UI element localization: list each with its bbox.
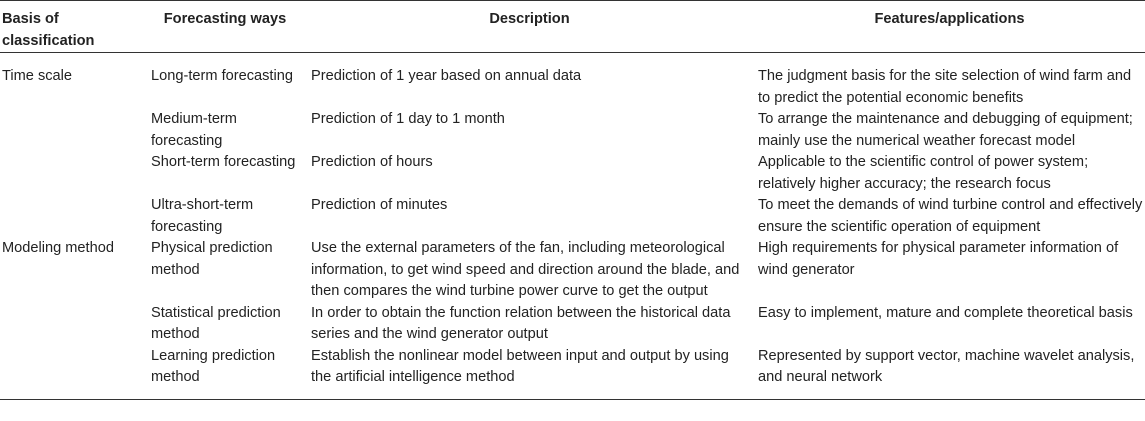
- cell-features: The judgment basis for the site selection of wind farm and to predict the potential economic benefits: [758, 68, 1132, 106]
- cell-way: Statistical prediction method: [151, 304, 281, 342]
- table-row: [0, 238, 1145, 303]
- header-description: Description: [305, 1, 754, 53]
- cell-features: Represented by support vector, machine wavelet analysis, and neural network: [754, 346, 1145, 400]
- cell-features: Applicable to the scientific control of power system; relatively higher accuracy; the research focus: [758, 154, 1089, 192]
- cell-basis: [0, 303, 145, 346]
- cell-basis: [0, 346, 145, 400]
- table-row: [0, 195, 1145, 238]
- header-basis: Basis of classification: [0, 1, 145, 53]
- header-ways: Forecasting ways: [145, 1, 305, 53]
- cell-way: Long-term forecasting: [151, 68, 293, 84]
- cell-way: Medium-term forecasting: [151, 111, 237, 149]
- cell-basis: Modeling method: [2, 240, 114, 256]
- cell-description: In order to obtain the function relation between the historical data series and the wind generator output: [311, 304, 731, 342]
- cell-description: Prediction of hours: [311, 154, 433, 170]
- header-features: Features/applications: [754, 1, 1145, 53]
- table-row: [0, 53, 1145, 110]
- table-body: [0, 53, 1145, 400]
- cell-features: High requirements for physical parameter information of wind generator: [758, 240, 1119, 278]
- table-row: [0, 152, 1145, 195]
- cell-basis: Time scale: [2, 68, 73, 84]
- table-row: [0, 109, 1145, 152]
- cell-way: Ultra-short-term forecasting: [151, 197, 254, 235]
- cell-description: Establish the nonlinear model between input and output by using the artificial intelligence method: [305, 346, 754, 400]
- cell-basis: [0, 152, 145, 195]
- table-header: [0, 1, 1145, 53]
- cell-description: Use the external parameters of the fan, including meteorological information, to get wind speed and direction around the blade, and then compares the wind turbine power curve to get the output: [311, 240, 740, 299]
- cell-features: Easy to implement, mature and complete theoretical basis: [758, 304, 1133, 321]
- cell-description: Prediction of 1 day to 1 month: [311, 111, 505, 127]
- cell-way: Learning prediction method: [145, 346, 305, 400]
- table-row: [0, 346, 1145, 400]
- table-row: [0, 303, 1145, 346]
- cell-description: Prediction of minutes: [311, 197, 448, 213]
- cell-way: Short-term forecasting: [151, 154, 296, 170]
- cell-way: Physical prediction method: [151, 240, 273, 278]
- cell-basis: [0, 195, 145, 238]
- header-row: [0, 1, 1145, 53]
- cell-description: Prediction of 1 year based on annual data: [311, 68, 582, 84]
- cell-features: To meet the demands of wind turbine control and effectively ensure the scientific operation of equipment: [758, 197, 1143, 235]
- cell-basis: [0, 109, 145, 152]
- cell-features: To arrange the maintenance and debugging of equipment; mainly use the numerical weather forecast model: [758, 111, 1133, 149]
